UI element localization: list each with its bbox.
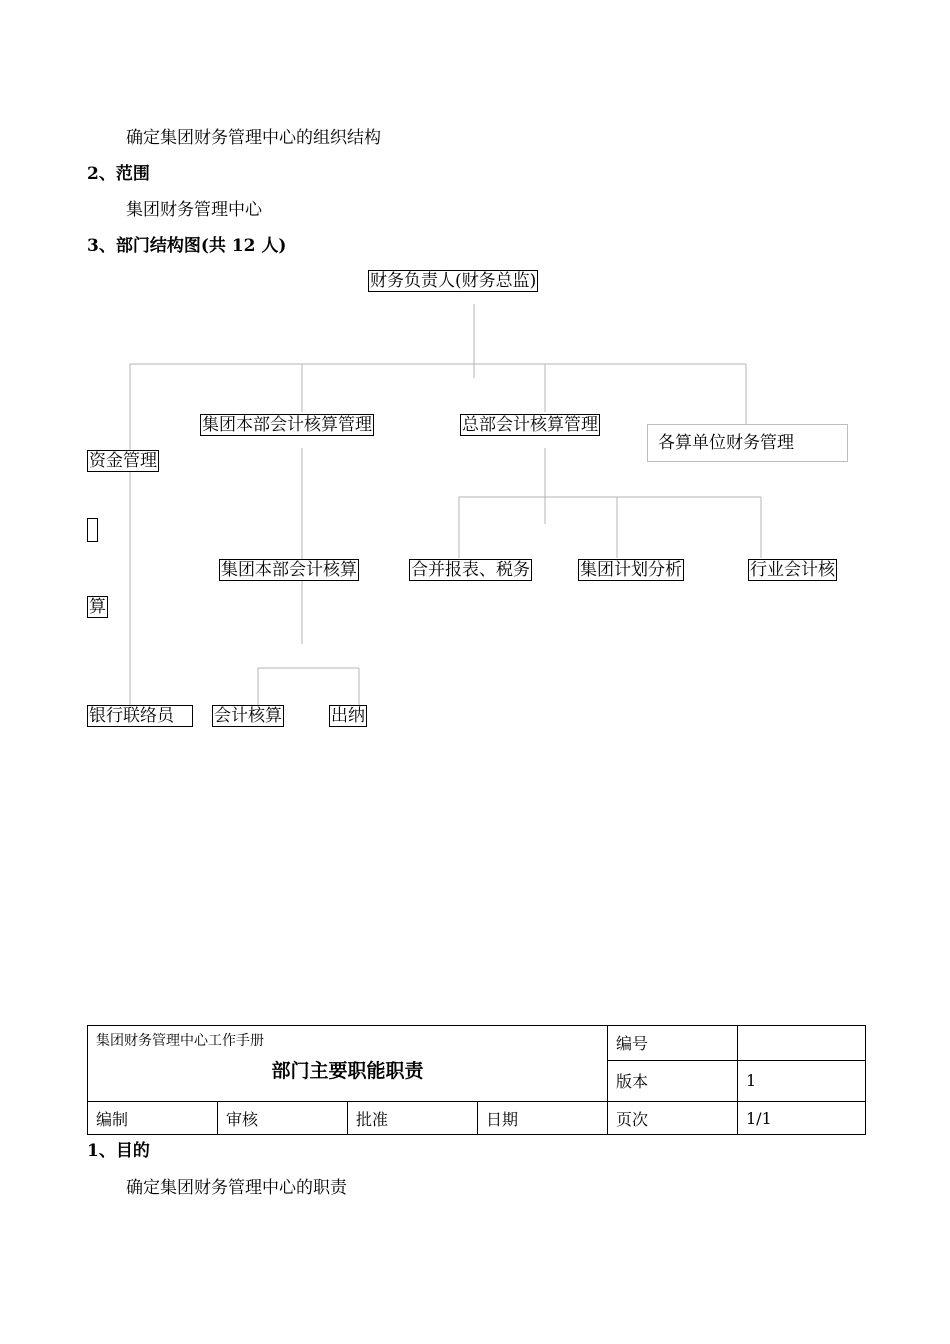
version-value: 1 [738, 1060, 866, 1101]
reviewer-label: 审核 [218, 1102, 348, 1135]
org-node-planning-analysis: 集团计划分析 [580, 560, 682, 580]
approver-label: 批准 [348, 1102, 478, 1135]
manual-title: 集团财务管理中心工作手册 [96, 1033, 264, 1049]
document-header-table [87, 1025, 866, 1135]
number-label: 编号 [608, 1026, 738, 1061]
org-node-funds-sub: 算 [89, 597, 106, 617]
number-value [738, 1026, 866, 1061]
org-node-group-accounting: 集团本部会计核算 [221, 560, 357, 580]
scope-text: 集团财务管理中心 [126, 200, 262, 220]
org-node-industry-accounting: 行业会计核 [750, 560, 835, 580]
org-node-funds: 资金管理 [89, 451, 157, 471]
editor-label: 编制 [88, 1102, 218, 1135]
org-node-accounting: 会计核算 [214, 706, 282, 726]
purpose-text: 确定集团财务管理中心的组织结构 [126, 128, 381, 148]
org-node-unit-finance-mgmt: 各算单位财务管理 [647, 424, 848, 462]
purpose-heading: 1、目的 [87, 1141, 150, 1161]
page-value: 1/1 [738, 1102, 866, 1135]
header-title-cell [88, 1026, 608, 1102]
org-node-group-accounting-mgmt: 集团本部会计核算管理 [202, 415, 372, 435]
org-node-root: 财务负责人(财务总监) [370, 271, 537, 291]
org-node-hq-accounting-mgmt: 总部会计核算管理 [462, 415, 598, 435]
version-label: 版本 [608, 1060, 738, 1101]
org-node-cashier: 出纳 [331, 706, 365, 726]
missing-glyph-icon [87, 518, 98, 542]
purpose-text-bottom: 确定集团财务管理中心的职责 [126, 1178, 347, 1198]
chart-heading: 3、部门结构图(共 12 人) [87, 236, 287, 256]
doc-title: 部门主要职能职责 [271, 1060, 424, 1082]
org-node-bank-liaison: 银行联络员 [87, 705, 193, 727]
date-label: 日期 [478, 1102, 608, 1135]
page-label: 页次 [608, 1102, 738, 1135]
org-node-consolidation-tax: 合并报表、税务 [411, 560, 530, 580]
scope-heading: 2、范围 [87, 164, 150, 184]
